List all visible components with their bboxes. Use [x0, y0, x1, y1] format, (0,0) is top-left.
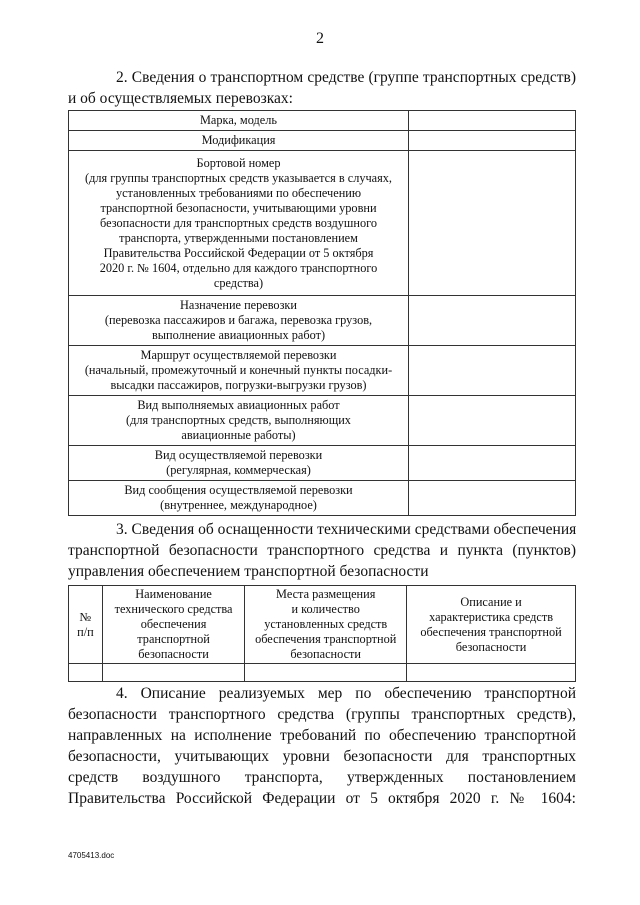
- header-line: Описание и: [460, 594, 522, 609]
- header-line: обеспечения транспортной: [420, 624, 562, 639]
- row-value[interactable]: [409, 396, 576, 446]
- row-label: [69, 481, 409, 516]
- row-value[interactable]: [409, 296, 576, 346]
- section-3-heading: [68, 519, 576, 582]
- table-row: [69, 151, 576, 296]
- header-line: п/п: [77, 624, 94, 639]
- table-cell[interactable]: [69, 664, 103, 682]
- row-value[interactable]: [409, 446, 576, 481]
- row-label: [69, 151, 409, 296]
- section-2-heading: [68, 67, 576, 109]
- table-cell[interactable]: [407, 664, 576, 682]
- label-line: (перевозка пассажиров и багажа, перевозка грузов,: [104, 313, 373, 327]
- table-row: [69, 664, 576, 682]
- column-header: [102, 586, 244, 664]
- row-label: [69, 346, 409, 396]
- label-line: высадки пассажиров, погрузки-выгрузки грузов): [110, 378, 367, 392]
- table-row: [69, 131, 576, 151]
- text-line: средств воздушного транспорта, утвержденных постановлением: [68, 769, 576, 786]
- text-line: 2. Сведения о транспортном средстве (группе транспортных средств): [116, 69, 576, 86]
- column-header: [245, 586, 407, 664]
- label-line: Вид осуществляемой перевозки: [154, 448, 323, 462]
- text-line: 3. Сведения об оснащенности техническими средствами обеспечения: [116, 521, 577, 538]
- label-line: Назначение перевозки: [179, 298, 297, 312]
- header-line: характеристика средств: [429, 609, 554, 624]
- table-header-row: [69, 586, 576, 664]
- row-value[interactable]: [409, 346, 576, 396]
- label-line: (для транспортных средств, выполняющих: [126, 413, 351, 427]
- label-line: безопасности для транспортных средств воздушного: [100, 215, 377, 230]
- text-line: направленных на исполнение требований по обеспечению транспортной: [68, 727, 576, 744]
- header-line: обеспечения транспортной: [255, 632, 397, 646]
- security-equipment-table: [68, 585, 576, 682]
- header-line: безопасности: [455, 639, 527, 654]
- label-line: Модификация: [201, 133, 276, 147]
- row-value[interactable]: [409, 131, 576, 151]
- header-line: безопасности: [290, 647, 362, 661]
- row-label: [69, 446, 409, 481]
- table-row: [69, 481, 576, 516]
- header-line: №: [79, 609, 92, 624]
- table-row: [69, 346, 576, 396]
- label-line: (для группы транспортных средств указывается в случаях,: [84, 170, 393, 185]
- label-line: 2020 г. № 1604, отдельно для каждого транспортного: [99, 260, 378, 275]
- header-line: технического средства: [114, 602, 233, 616]
- vehicle-info-table: [68, 110, 576, 516]
- text-line: управления обеспечением транспортной безопасности: [68, 563, 429, 580]
- header-line: Наименование: [135, 587, 212, 601]
- text-line: транспортной безопасности транспортного средства и пункта (пунктов): [68, 542, 576, 559]
- row-value[interactable]: [409, 151, 576, 296]
- label-line: Правительства Российской Федерации от 5 октября: [103, 245, 374, 260]
- row-value[interactable]: [409, 481, 576, 516]
- label-line: средства): [213, 275, 264, 290]
- table-cell[interactable]: [102, 664, 244, 682]
- header-line: Места размещения: [276, 587, 376, 601]
- row-value[interactable]: [409, 111, 576, 131]
- label-line: (начальный, промежуточный и конечный пункты посадки-: [84, 363, 393, 377]
- table-row: [69, 296, 576, 346]
- header-line: транспортной: [137, 632, 210, 646]
- table-row: [69, 446, 576, 481]
- label-line: Бортовой номер: [196, 155, 281, 170]
- file-name-footer: 4705413.doc: [68, 851, 115, 860]
- text-line: 4. Описание реализуемых мер по обеспечению транспортной: [116, 685, 576, 702]
- header-line: установленных средств: [264, 617, 388, 631]
- label-line: транспортной безопасности, учитывающими уровни: [100, 200, 377, 215]
- text-line: безопасности транспортного средства (группы транспортных средств),: [68, 706, 576, 723]
- table-row: [69, 111, 576, 131]
- row-label: [69, 296, 409, 346]
- text-line: и об осуществляемых перевозках:: [68, 90, 293, 107]
- table-cell[interactable]: [245, 664, 407, 682]
- label-line: авиационные работы): [181, 428, 296, 442]
- label-line: Вид выполняемых авиационных работ: [137, 398, 340, 412]
- page-number: 2: [316, 30, 324, 47]
- row-label: [69, 111, 409, 131]
- label-line: (внутреннее, международное): [160, 498, 317, 512]
- label-line: (регулярная, коммерческая): [166, 463, 311, 477]
- label-line: Маршрут осуществляемой перевозки: [140, 348, 337, 362]
- label-line: выполнение авиационных работ): [151, 328, 326, 342]
- label-line: Вид сообщения осуществляемой перевозки: [124, 483, 353, 497]
- column-header: [69, 586, 103, 664]
- row-label: [69, 396, 409, 446]
- header-line: безопасности: [138, 647, 209, 661]
- label-line: Марка, модель: [200, 113, 277, 127]
- text-line: безопасности, учитывающих уровни безопасности для транспортных: [68, 748, 576, 765]
- label-line: транспорта, утвержденными постановлением: [119, 230, 358, 245]
- header-line: обеспечения: [140, 617, 207, 631]
- table-row: [69, 396, 576, 446]
- column-header: [407, 586, 576, 664]
- header-line: и количество: [291, 602, 360, 616]
- label-line: установленных требованиями по обеспечению: [115, 185, 362, 200]
- text-line: Правительства Российской Федерации от 5 октября 2020 г. № 1604:: [68, 790, 576, 807]
- section-4-paragraph: [68, 683, 576, 809]
- row-label: [69, 131, 409, 151]
